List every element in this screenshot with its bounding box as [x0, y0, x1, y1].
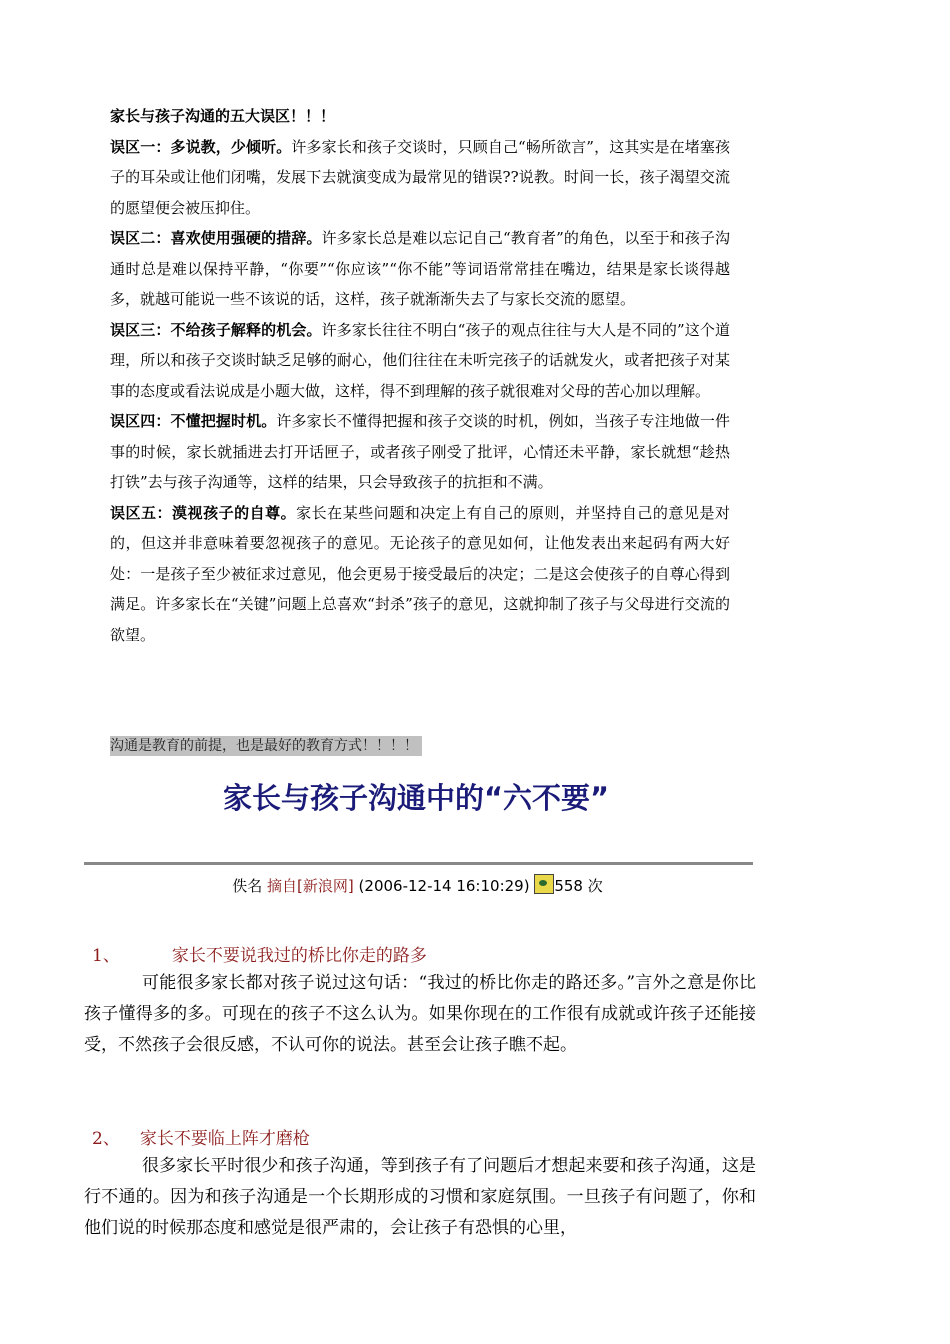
- misconception-label: 误区四：不懂把握时机。: [110, 412, 277, 430]
- misconception-label: 误区一：多说教，少倾听。: [110, 137, 292, 156]
- paragraph-misconception-1: [110, 132, 730, 224]
- misconception-label: 误区三：不给孩子解释的机会。: [110, 320, 322, 339]
- author: 佚名: [232, 877, 263, 895]
- point-number: 1、: [92, 946, 120, 966]
- source-prefix: 摘自[: [267, 877, 303, 895]
- section-title: 家长与孩子沟通的五大误区！！！: [110, 107, 336, 125]
- misconception-text: 许多家长总是难以忘记自己“教育者”的角色，以至于和孩子沟通时总是难以保持平静，“你要”“你应该”“你不能”等词语常常挂在嘴边，结果是家长谈得越多，就越可能说一些不该说的话，这样，孩子就渐渐失去了与家长交流的愿望。: [110, 229, 730, 308]
- misconception-text: 许多家长不懂得把握和孩子交谈的时机，例如，当孩子专注地做一件事的时候，家长就插进去打开话匣子，或者孩子刚受了批评，心情还未平静，家长就想“趁热打铁”去与孩子沟通等，这样的结果，只会导致孩子的抗拒和不满。: [110, 412, 730, 491]
- view-count: 558 次: [554, 877, 603, 895]
- paragraph-misconception-2: [110, 223, 730, 315]
- point-1-body: 可能很多家长都对孩子说过这句话：“我过的桥比你走的路还多。”言外之意是你比孩子懂得多的多。可现在的孩子不这么认为。如果你现在的工作很有成就或许孩子还能接受，不然孩子会很反感，不认可你的说法。甚至会让孩子瞧不起。: [84, 973, 756, 1055]
- article-meta: [0, 874, 835, 896]
- point-title: 家长不要临上阵才磨枪: [139, 1129, 310, 1149]
- section-misconceptions: [110, 101, 730, 650]
- publish-datetime: (2006-12-14 16:10:29): [358, 877, 530, 895]
- point-1-heading: [92, 941, 427, 966]
- views-icon: [534, 874, 554, 894]
- point-number: 2、: [92, 1129, 120, 1149]
- highlighted-note: 沟通是教育的前提，也是最好的教育方式！！！！: [110, 736, 422, 756]
- paragraph-misconception-5: [110, 498, 730, 651]
- point-title: 家长不要说我过的桥比你走的路多: [171, 946, 427, 966]
- misconception-label: 误区五：漠视孩子的自尊。: [110, 503, 297, 522]
- misconception-text: 许多家长往往不明白“孩子的观点往往与大人是不同的”这个道理，所以和孩子交谈时缺乏足够的耐心，他们往往在未听完孩子的话就发火，或者把孩子对某事的态度或看法说成是小题大做，这样，得不到理解的孩子就很难对父母的苦心加以理解。: [110, 320, 730, 400]
- article-title: 家长与孩子沟通中的“六不要”: [222, 781, 610, 815]
- source-link[interactable]: 新浪网: [302, 877, 348, 895]
- misconception-text: 许多家长和孩子交谈时，只顾自己“畅所欲言”，这其实是在堵塞孩子的耳朵或让他们闭嘴，发展下去就演变成为最常见的错误??说教。时间一长，孩子渴望交流的愿望便会被压抑住。: [110, 137, 730, 217]
- paragraph-misconception-4: [110, 406, 730, 498]
- misconception-text: 家长在某些问题和决定上有自己的原则，并坚持自己的意见是对的，但这并非意味着要忽视孩子的意见。无论孩子的意见如何，让他发表出来起码有两大好处：一是孩子至少被征求过意见，他会更易于接受最后的决定；二是这会使孩子的自尊心得到满足。许多家长在“关键”问题上总喜欢“封杀”孩子的意见，这就抑制了孩子与父母进行交流的欲望。: [110, 503, 730, 644]
- point-2-body: 很多家长平时很少和孩子沟通，等到孩子有了问题后才想起来要和孩子沟通，这是行不通的。因为和孩子沟通是一个长期形成的习惯和家庭氛围。一旦孩子有问题了，你和他们说的时候那态度和感觉是很严肃的，会让孩子有恐惧的心里，: [84, 1156, 756, 1238]
- source-suffix: ]: [347, 877, 354, 895]
- point-2-heading: [92, 1124, 310, 1149]
- divider: [84, 862, 753, 865]
- paragraph-misconception-3: [110, 315, 730, 407]
- misconception-label: 误区二：喜欢使用强硬的措辞。: [110, 229, 322, 247]
